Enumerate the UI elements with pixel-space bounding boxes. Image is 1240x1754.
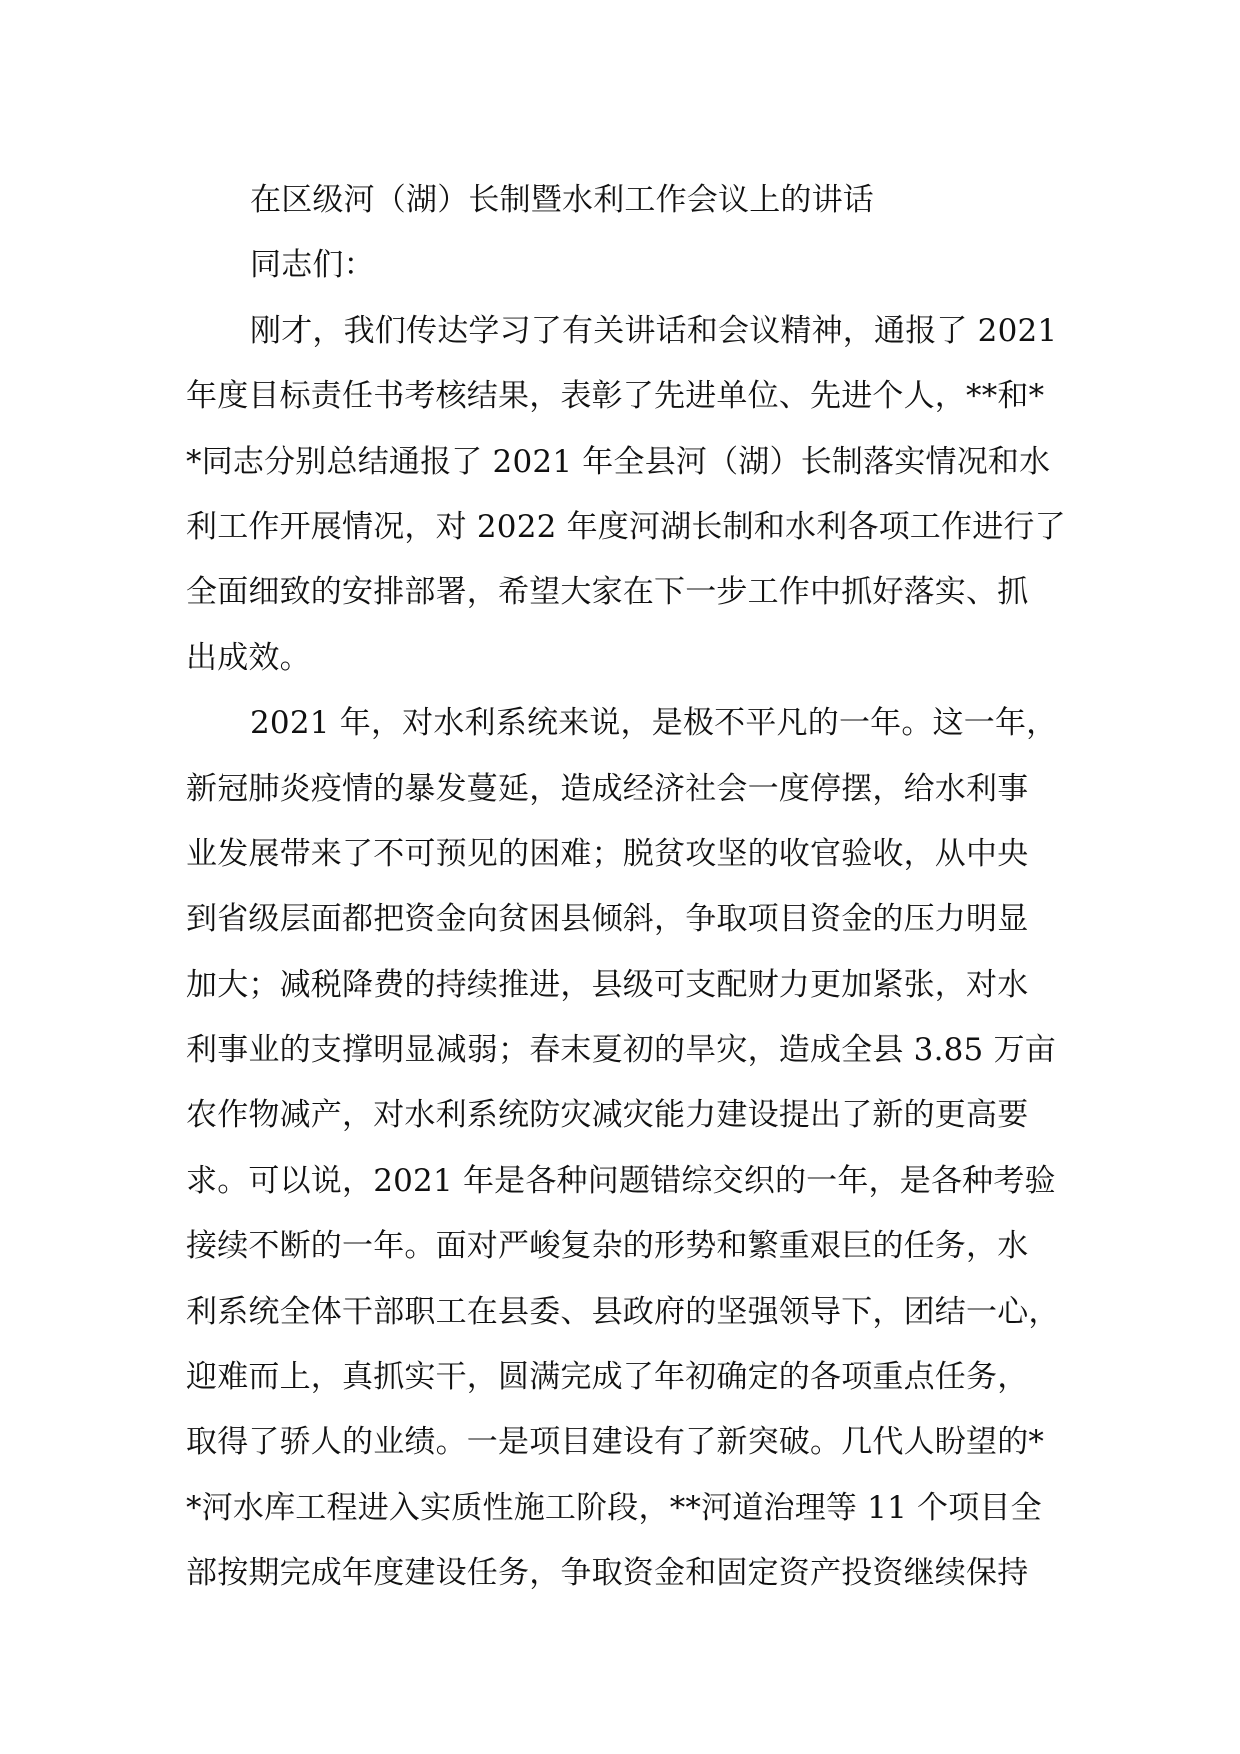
paragraph-1-line-1: 刚才，我们传达学习了有关讲话和会议精神，通报了 2021 (250, 312, 1058, 349)
paragraph-2-line-1: 2021 年，对水利系统来说，是极不平凡的一年。这一年， (250, 705, 1058, 742)
speech-title: 在区级河（湖）长制暨水利工作会议上的讲话 (250, 182, 874, 218)
paragraph-2-line-6: 利事业的支撑明显减弱；春末夏初的旱灾，造成全县 3.85 万亩 (186, 1032, 1056, 1069)
paragraph-1-line-5: 全面细致的安排部署，希望大家在下一步工作中抓好落实、抓 (186, 574, 1029, 611)
paragraph-2-line-11: 迎难而上，真抓实干，圆满完成了年初确定的各项重点任务， (186, 1359, 1029, 1396)
speech-body (186, 168, 1086, 1607)
paragraph-1-line-3: *同志分别总结通报了 2021 年全县河（湖）长制落实情况和水 (186, 443, 1051, 480)
paragraph-1-line-6: 出成效。 (186, 639, 311, 676)
paragraph-2-line-10: 利系统全体干部职工在县委、县政府的坚强领导下，团结一心， (186, 1293, 1060, 1330)
paragraph-2-line-4: 到省级层面都把资金向贫困县倾斜，争取项目资金的压力明显 (186, 901, 1029, 938)
paragraph-2-line-7: 农作物减产，对水利系统防灾减灾能力建设提出了新的更高要 (186, 1097, 1029, 1134)
paragraph-2-line-2: 新冠肺炎疫情的暴发蔓延，造成经济社会一度停摆，给水利事 (186, 770, 1029, 807)
paragraph-2-line-13: *河水库工程进入实质性施工阶段，**河道治理等 11 个项目全 (186, 1489, 1042, 1526)
paragraph-1-line-2: 年度目标责任书考核结果，表彰了先进单位、先进个人，**和* (186, 378, 1045, 415)
paragraph-1-line-4: 利工作开展情况，对 2022 年度河湖长制和水利各项工作进行了 (186, 508, 1066, 545)
paragraph-2-line-14: 部按期完成年度建设任务，争取资金和固定资产投资继续保持 (186, 1555, 1029, 1592)
paragraph-2-line-8: 求。可以说，2021 年是各种问题错综交织的一年，是各种考验 (186, 1162, 1056, 1199)
paragraph-2-line-12: 取得了骄人的业绩。一是项目建设有了新突破。几代人盼望的* (186, 1424, 1045, 1461)
paragraph-2-line-9: 接续不断的一年。面对严峻复杂的形势和繁重艰巨的任务，水 (186, 1228, 1029, 1265)
salutation: 同志们： (250, 247, 375, 284)
paragraph-2-line-5: 加大；减税降费的持续推进，县级可支配财力更加紧张，对水 (186, 966, 1029, 1003)
paragraph-2-line-3: 业发展带来了不可预见的困难；脱贫攻坚的收官验收，从中央 (186, 835, 1029, 872)
